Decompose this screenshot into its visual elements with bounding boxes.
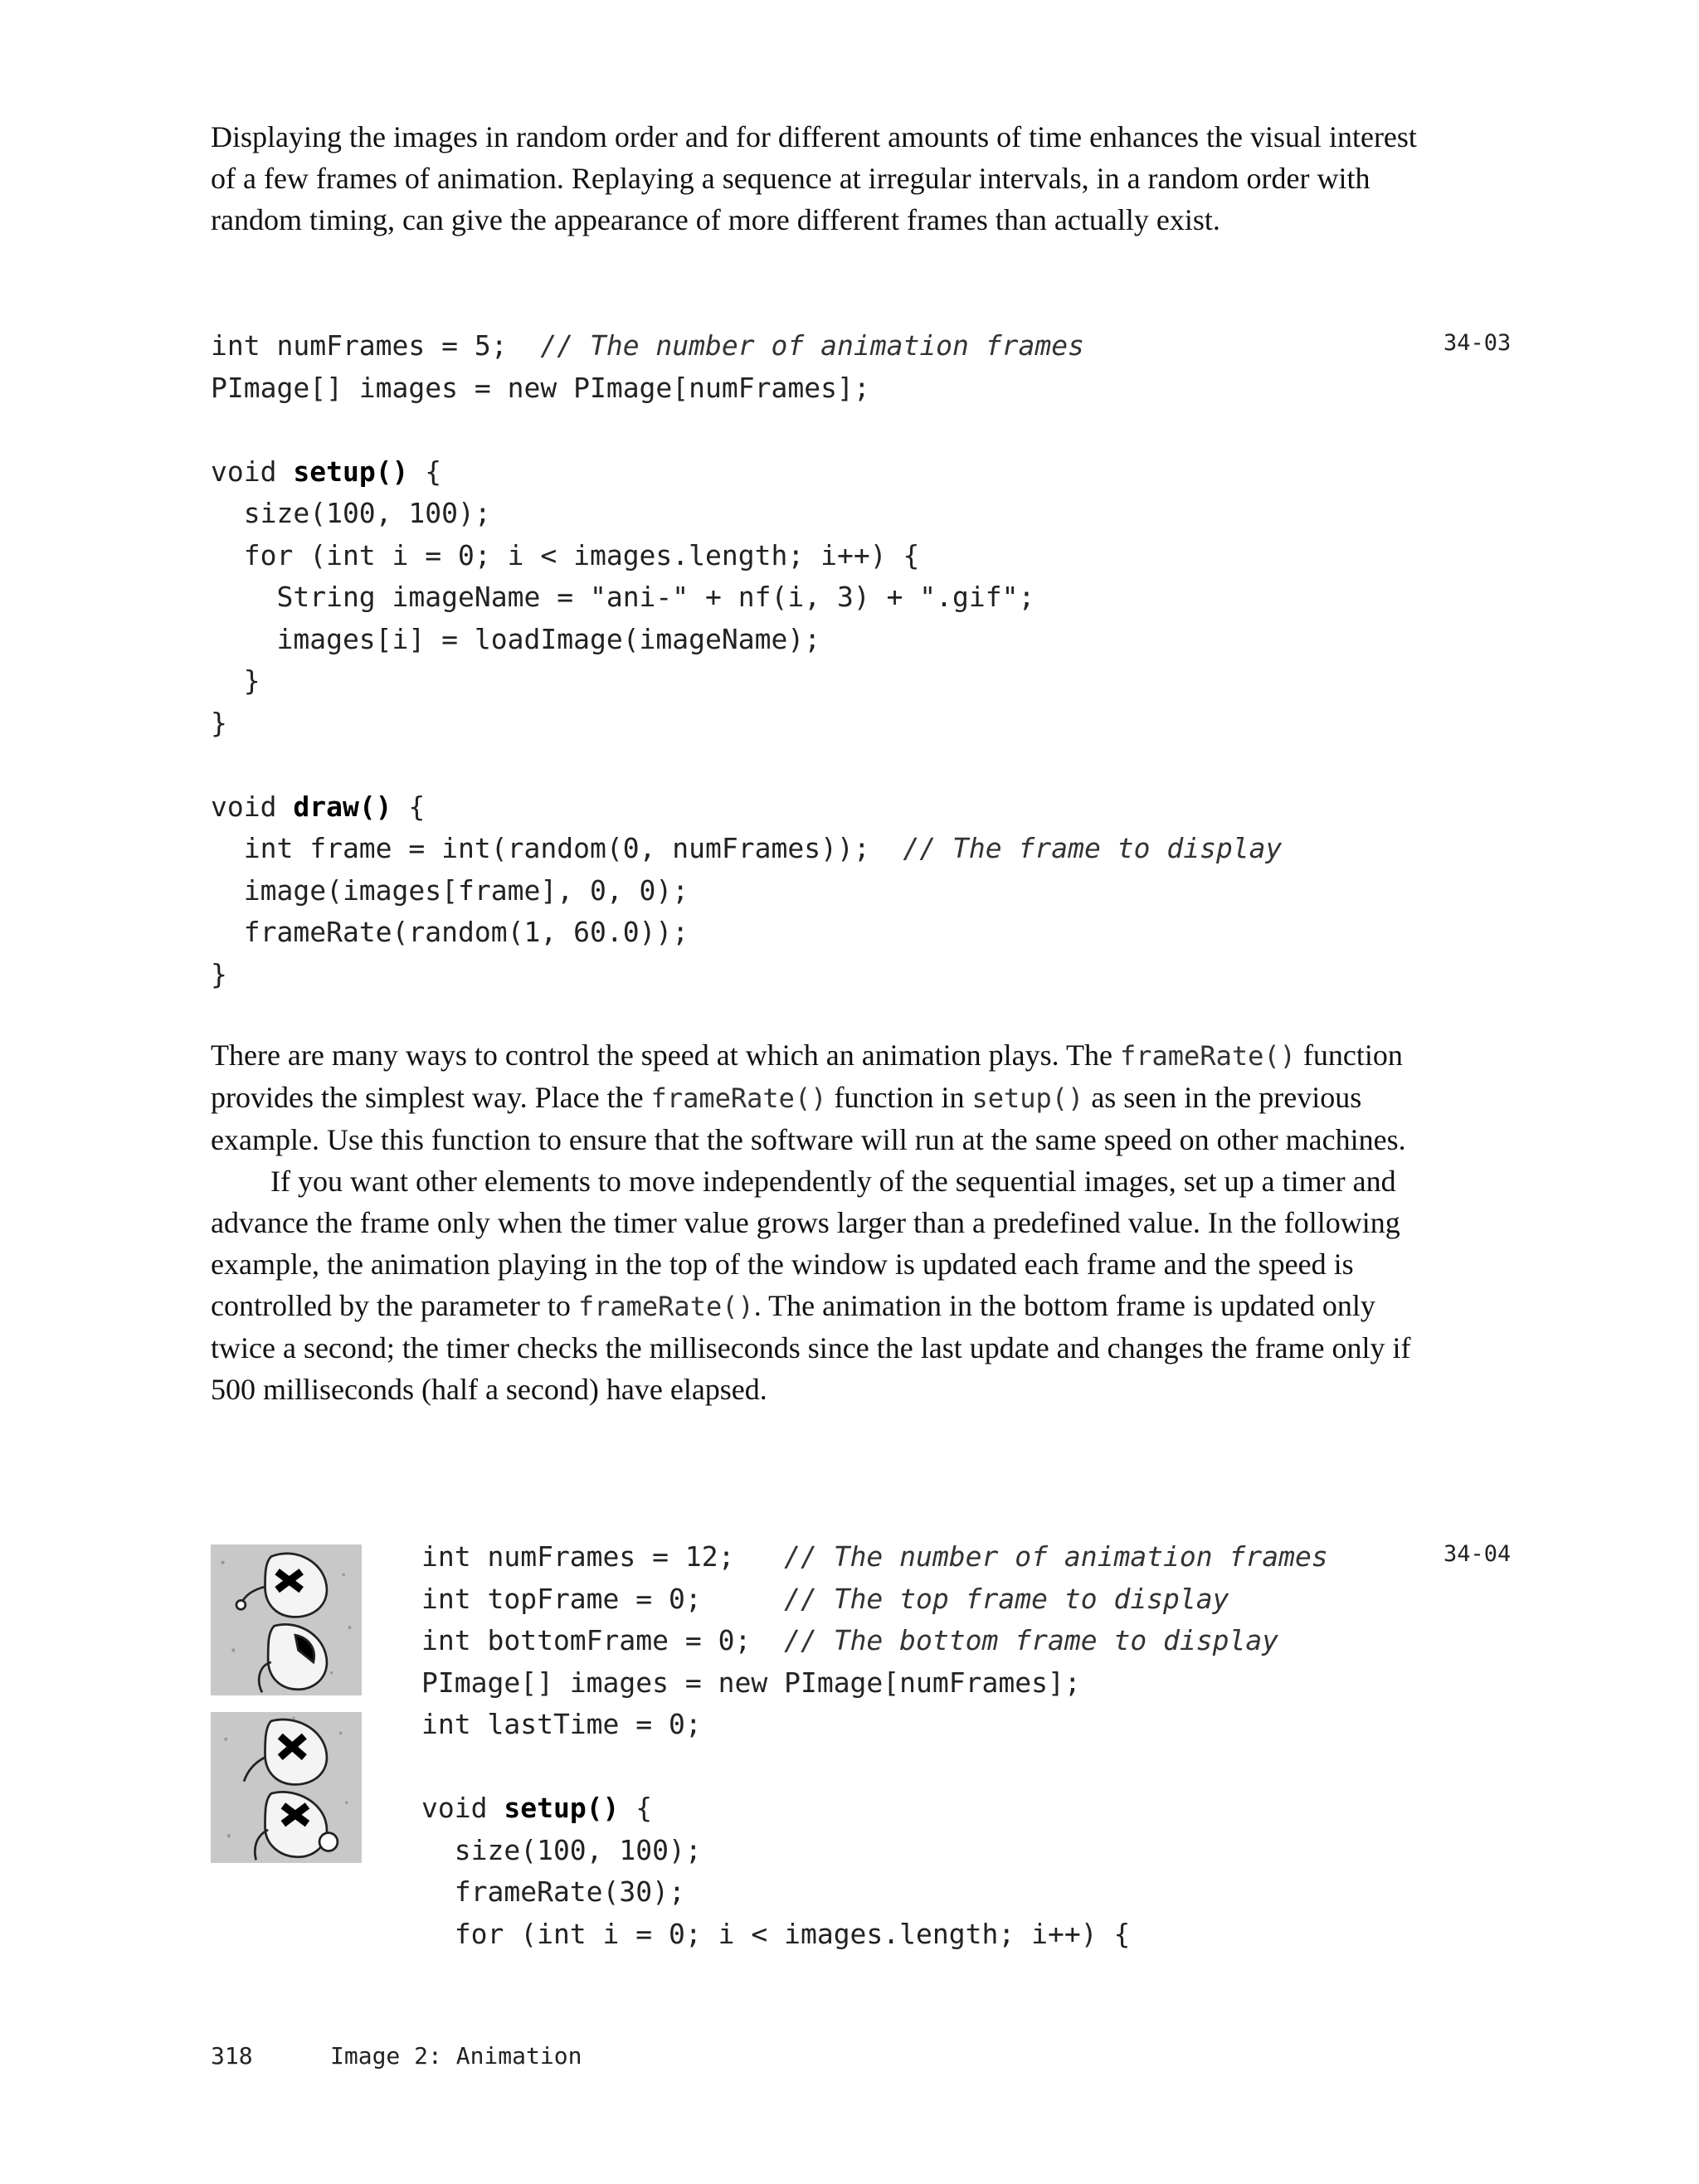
example-marker-34-03: 34-03: [1443, 330, 1512, 356]
code-listing-34-03: [211, 325, 1282, 995]
code-line: PImage[] images = new PImage[numFrames];: [421, 1666, 1081, 1699]
example-marker-34-04: 34-04: [1443, 1541, 1512, 1567]
code-line: int bottomFrame = 0; // The bottom frame to display: [421, 1624, 1279, 1656]
inline-code: frameRate(): [1119, 1040, 1296, 1072]
code-line: frameRate(random(1, 60.0));: [211, 916, 689, 948]
code-comment: // The top frame to display: [784, 1582, 1229, 1615]
code-line: int numFrames = 5; // The number of animation frames: [211, 329, 1084, 362]
animation-thumbnail-2: [211, 1712, 362, 1863]
function-name: setup(): [293, 455, 409, 488]
code-line: String imageName = "ani-" + nf(i, 3) + ".gif";: [211, 581, 1035, 613]
intro-text: Displaying the images in random order and for different amounts of time enhances the visual interest of a few frames of animation. Replaying a sequence at irregular intervals, in a random order with random timing, can give the appearance of more different frames than actually exist.: [211, 120, 1417, 236]
code-comment: // The bottom frame to display: [784, 1624, 1279, 1656]
page-number: 318: [211, 2042, 253, 2070]
code-line: size(100, 100);: [211, 497, 491, 529]
running-footer-section: Image 2: Animation: [330, 2042, 582, 2070]
code-line: void draw() {: [211, 790, 426, 823]
animation-thumbnail-1: [211, 1544, 362, 1695]
code-comment: // The number of animation frames: [784, 1540, 1328, 1573]
code-comment: // The frame to display: [903, 832, 1283, 864]
code-line: int numFrames = 12; // The number of animation frames: [421, 1540, 1328, 1573]
code-line: }: [211, 664, 260, 697]
code-line: void setup() {: [211, 455, 442, 488]
inline-code: setup(): [971, 1082, 1084, 1114]
code-line: int topFrame = 0; // The top frame to display: [421, 1582, 1229, 1615]
function-name: setup(): [504, 1792, 620, 1824]
code-line: void setup() {: [421, 1792, 653, 1824]
code-listing-34-04: [421, 1536, 1328, 1955]
code-line: image(images[frame], 0, 0);: [211, 873, 689, 907]
code-line: [211, 409, 1282, 451]
code-line: }: [211, 706, 227, 739]
para3-text: If you want other elements to move independently of the sequential images, set up a timer and advance the frame only when the timer value grows larger than a predefined value. In the following example, the animation playing in the top of the window is updated each frame and the speed is controlled by the parameter to frameRate(). The animation in the bottom frame is updated only twice a second; the timer checks the milliseconds since the last update and changes the frame only if 500 milliseconds (half a second) have elapsed.: [211, 1165, 1411, 1406]
inline-code: frameRate(): [650, 1082, 827, 1114]
code-line: size(100, 100);: [421, 1833, 702, 1866]
code-line: [421, 1746, 1328, 1788]
code-line: for (int i = 0; i < images.length; i++) {: [211, 538, 920, 572]
function-name: draw(): [293, 790, 392, 823]
code-comment: // The number of animation frames: [540, 329, 1084, 362]
code-line: [211, 744, 1282, 786]
inline-code: frameRate(): [577, 1291, 754, 1322]
code-line: PImage[] images = new PImage[numFrames];: [211, 371, 870, 404]
code-line: int lastTime = 0;: [421, 1708, 702, 1740]
code-line: images[i] = loadImage(imageName);: [211, 622, 821, 655]
code-line: frameRate(30);: [421, 1875, 685, 1908]
para2-text: There are many ways to control the speed at which an animation plays. The frameRate() function provides the simplest way. Place the frameRate() function in setup() as seen in the previous example. Use this function to ensure that the software will run at the same speed on other machines.: [211, 1038, 1406, 1156]
code-line: }: [211, 957, 227, 990]
code-line: int frame = int(random(0, numFrames)); // The frame to display: [211, 832, 1283, 864]
speed-control-paragraph: [211, 1034, 1439, 1410]
code-line: for (int i = 0; i < images.length; i++) {: [421, 1917, 1131, 1950]
intro-paragraph: [211, 116, 1439, 241]
